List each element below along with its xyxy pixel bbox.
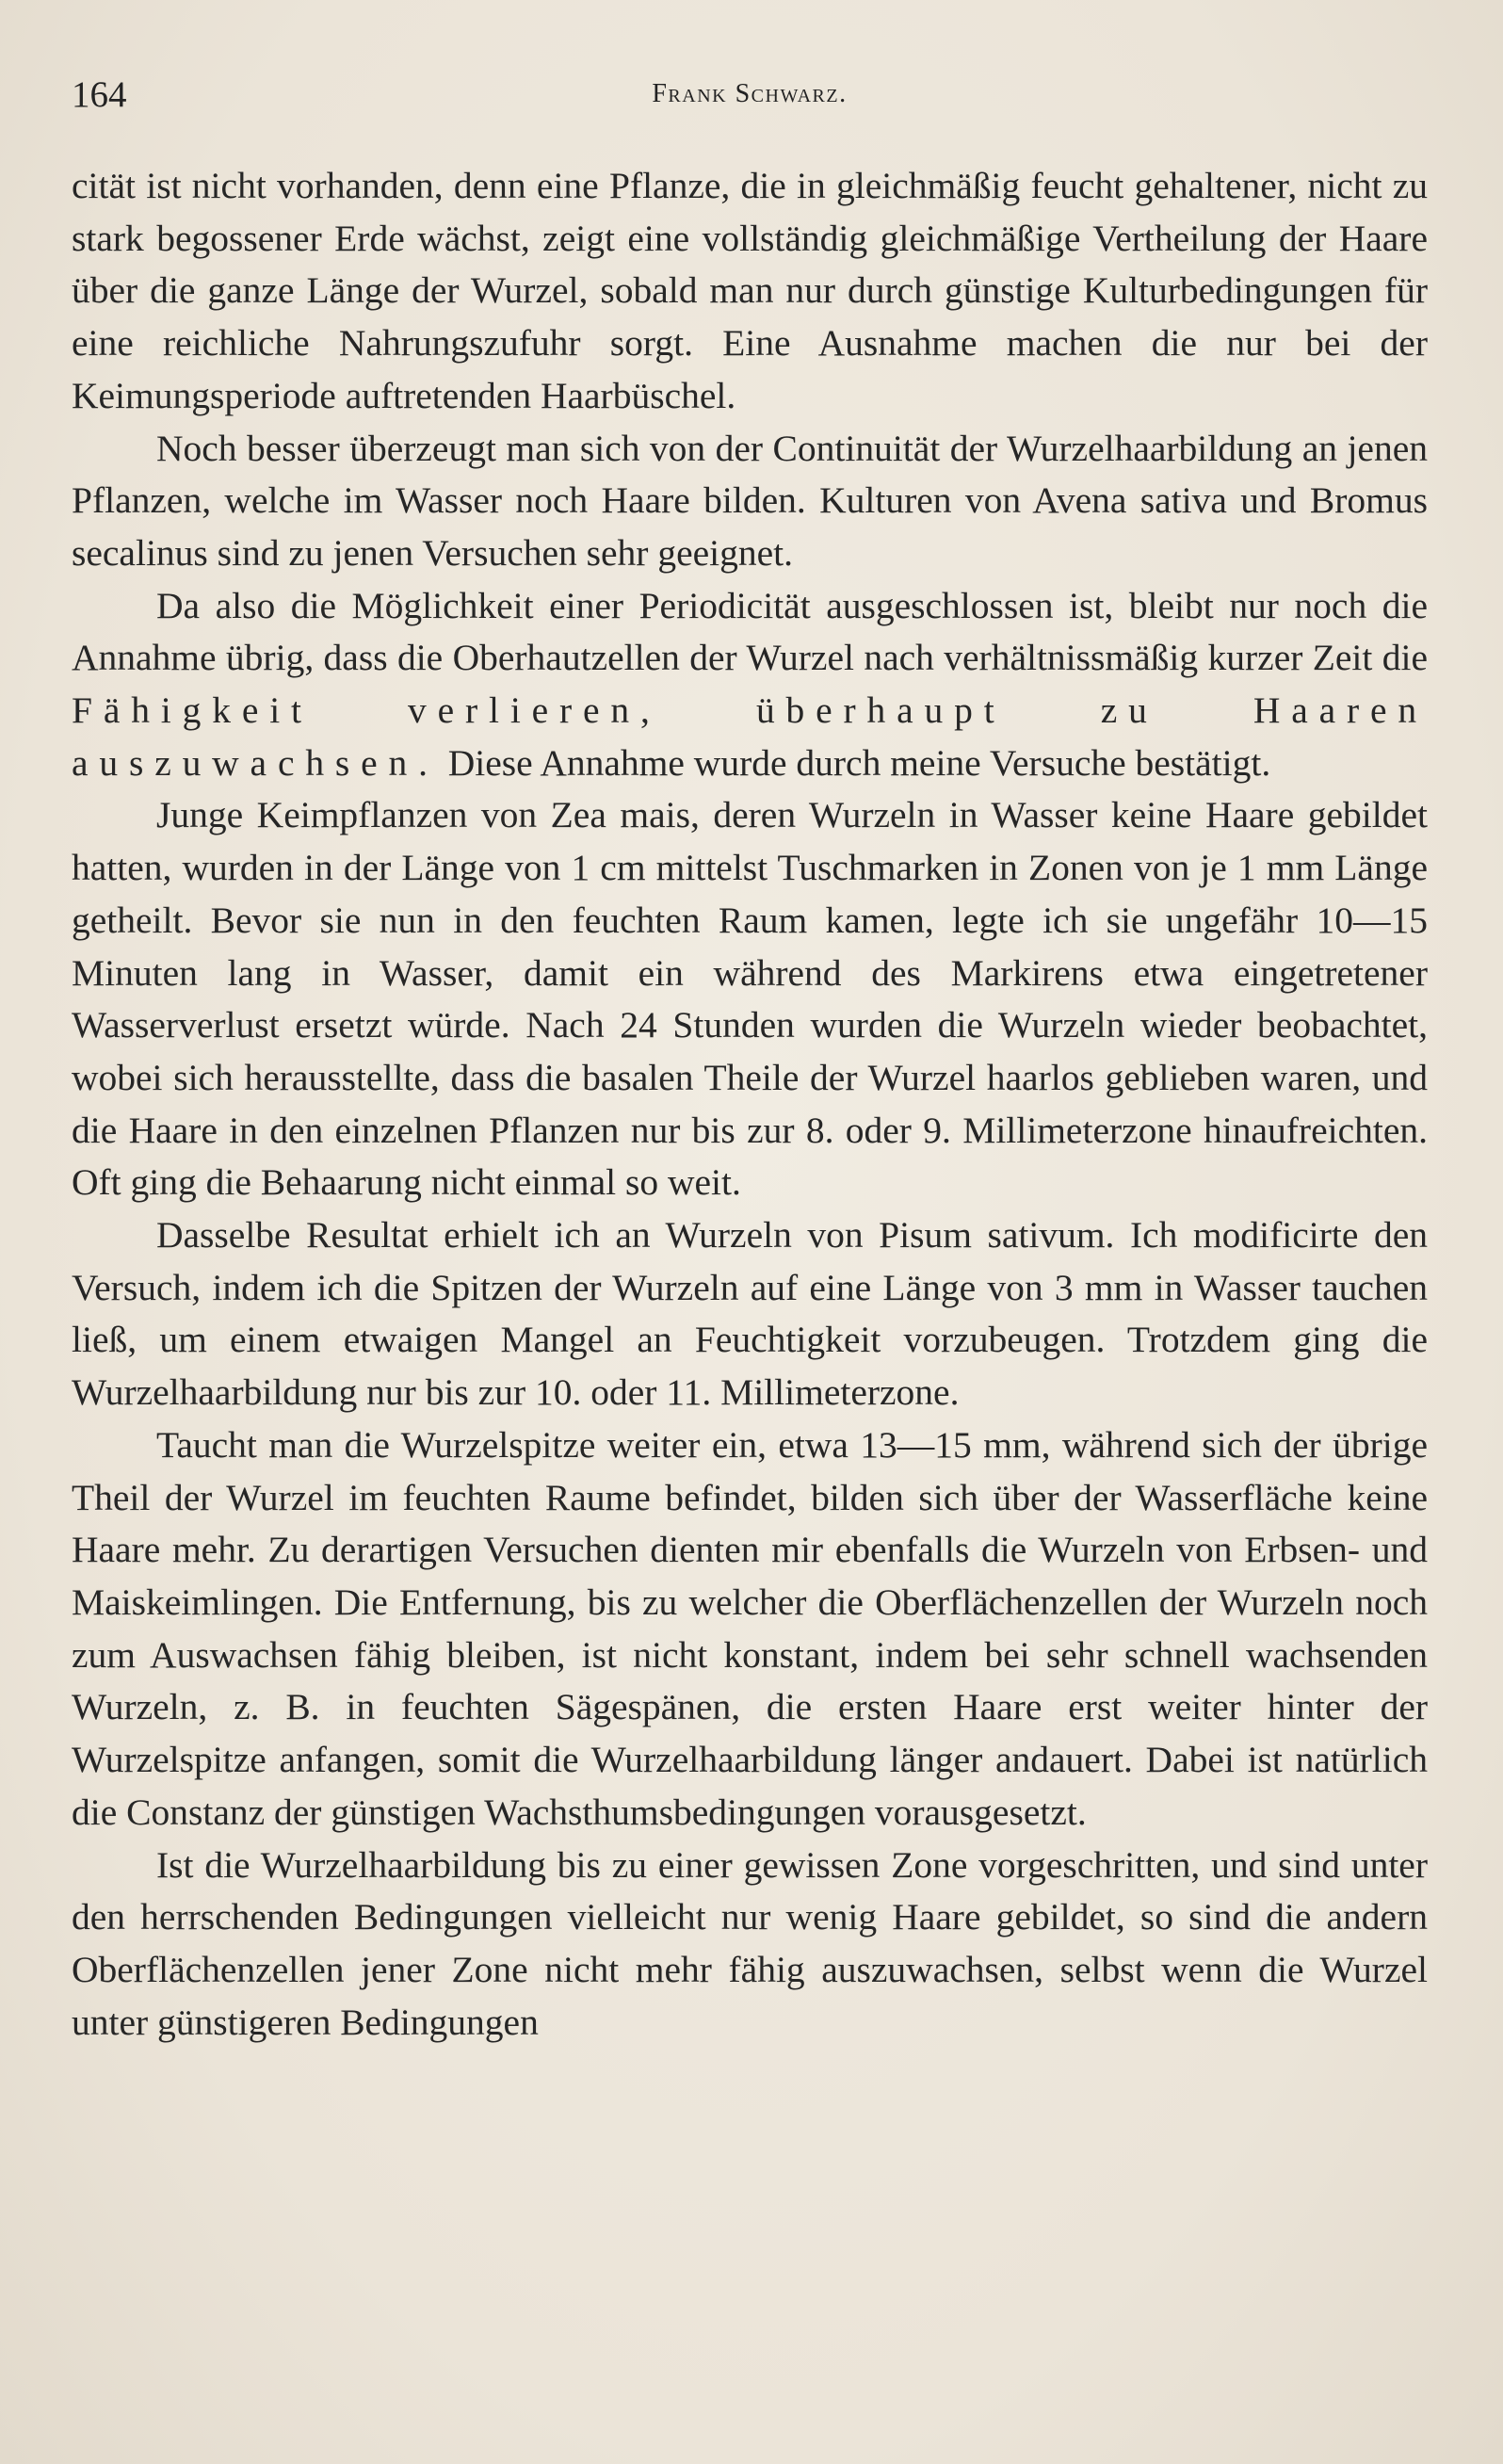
- page-header: [72, 73, 1428, 130]
- text-run: Noch besser überzeugt man sich von der Continuität der Wurzelhaarbildung an jenen Pflanzen, welche im Wasser noch Haare bilden. Kulturen von Avena sativa und Bromus secalinus sind zu jenen Versuchen sehr geeignet.: [72, 427, 1428, 574]
- text-run: Taucht man die Wurzelspitze weiter ein, etwa 13—15 mm, während sich der übrige Theil der Wurzel im feuchten Raume befindet, bilden sich über der Wasserfläche keine Haare mehr. Zu derartigen Versuchen dienten mir ebenfalls die Wurzeln von Erbsen- und Maiskeimlingen. Die Entfernung, bis zu welcher die Oberflächenzellen der Wurzeln noch zum Auswachsen fähig bleiben, ist nicht konstant, indem bei sehr schnell wachsenden Wurzeln, z. B. in feuchten Sägespänen, die ersten Haare erst weiter hinter der Wurzelspitze anfangen, somit die Wurzelhaarbildung länger andauert. Dabei ist natürlich die Constanz der günstigen Wachsthumsbedingungen vorausgesetzt.: [72, 1423, 1428, 1833]
- page-number: 164: [72, 74, 127, 115]
- text-run: cität ist nicht vorhanden, denn eine Pflanze, die in gleichmäßig feucht gehaltener, nicht zu stark begossener Erde wächst, zeigt eine vollständig gleichmäßige Vertheilung der Haare über die ganze Länge der Wurzel, sobald man nur durch günstige Kulturbedingungen für eine reichliche Nahrungszufuhr sorgt. Eine Ausnahme machen die nur bei der Keimungsperiode auftretenden Haarbüschel.: [72, 165, 1428, 416]
- body-text: [72, 160, 1428, 2049]
- running-head: Frank Schwarz.: [652, 79, 848, 108]
- paragraph: [72, 423, 1428, 580]
- text-run: Diese Annahme wurde durch meine Versuche bestätigt.: [438, 741, 1271, 784]
- text-run: Junge Keimpflanzen von Zea mais, deren Wurzeln in Wasser keine Haare gebildet hatten, wurden in der Länge von 1 cm mittelst Tuschmarken in Zonen von je 1 mm Länge getheilt. Bevor sie nun in den feuchten Raum kamen, legte ich sie ungefähr 10—15 Minuten lang in Wasser, damit ein während des Markirens etwa eingetretener Wasserverlust ersetzt würde. Nach 24 Stunden wurden die Wurzeln wieder beobachtet, wobei sich herausstellte, dass die basalen Theile der Wurzel haarlos geblieben waren, und die Haare in den einzelnen Pflanzen nur bis zur 8. oder 9. Millimeterzone hinaufreichten. Oft ging die Behaarung nicht einmal so weit.: [72, 794, 1428, 1204]
- paragraph: [72, 580, 1428, 790]
- emphasized-text: Fähigkeit verlieren, überhaupt zu Haaren auszuwachsen.: [72, 689, 1428, 784]
- text-run: Ist die Wurzelhaarbildung bis zu einer gewissen Zone vorgeschritten, und sind unter den herrschenden Bedingungen vielleicht nur wenig Haare gebildet, so sind die andern Oberflächenzellen jener Zone nicht mehr fähig auszuwachsen, selbst wenn die Wurzel unter günstigeren Bedingungen: [72, 1843, 1428, 2043]
- paragraph: [72, 160, 1428, 423]
- paragraph: [72, 1840, 1428, 2050]
- text-run: Da also die Möglichkeit einer Periodicität ausgeschlossen ist, bleibt nur noch die Annahme übrig, dass die Oberhautzellen der Wurzel nach verhältnissmäßig kurzer Zeit die: [72, 584, 1428, 679]
- text-run: Dasselbe Resultat erhielt ich an Wurzeln von Pisum sativum. Ich modificirte den Versuch, indem ich die Spitzen der Wurzeln auf eine Länge von 3 mm in Wasser tauchen ließ, um einem etwaigen Mangel an Feuchtigkeit vorzubeugen. Trotzdem ging die Wurzelhaarbildung nur bis zur 10. oder 11. Millimeterzone.: [72, 1214, 1428, 1414]
- paragraph: [72, 789, 1428, 1209]
- paragraph: [72, 1209, 1428, 1419]
- paragraph: [72, 1419, 1428, 1840]
